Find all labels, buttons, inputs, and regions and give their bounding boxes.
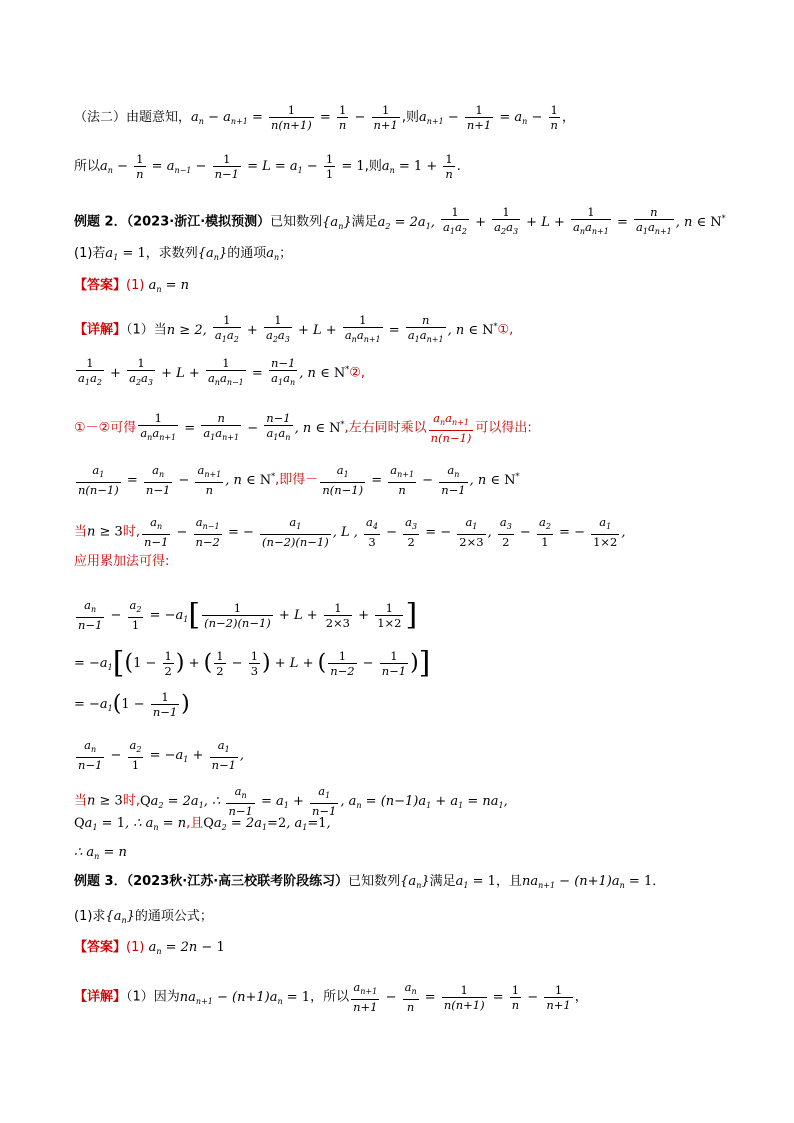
detail-3-lead: （1）因为 — [126, 989, 180, 1005]
detail-3-mid: ，所以 — [310, 989, 350, 1005]
formula: $\{a_n\}$ — [322, 214, 352, 231]
sum-line-2 — [74, 645, 431, 680]
formula: $\frac{a_n}{n-1}$ − $\frac{a_2}{1}$ = $-a_1$ + $\frac{a_1}{n-1}$ , — [78, 738, 245, 772]
formula: $\frac{a_{n+1}}{n+1}$ − $\frac{a_n}{n}$ = $\frac{1}{n(n+1)}$ = $\frac{1}{n}$ − $\frac{1}{n+1}$ — [353, 980, 571, 1014]
conclude-lead: 当 — [74, 793, 88, 809]
accumulate-line — [74, 555, 169, 568]
sum-line-1 — [74, 598, 417, 632]
formula: $a_1 = 1$ — [455, 874, 496, 890]
detail-tag: 【详解】 — [74, 322, 127, 338]
answer-1-line — [74, 279, 189, 294]
formula: $a_n$ − $\frac{1}{n}$ = $a_{n-1}$ − $\frac{1}{n-1}$ = $L = a_1$ − $\frac{1}{1}$ = 1 — [100, 152, 365, 181]
formula: ∴ $a_n = n$ — [74, 845, 127, 861]
detail-1-line — [74, 313, 513, 347]
case-lead: 当 — [74, 524, 88, 540]
formula: $Qa_2 = 2a_1=2$, $a_1=1$, — [203, 816, 331, 832]
formula: n ≥ 3 — [87, 524, 123, 540]
accumulate-text: 应用累加法可得: — [74, 554, 170, 569]
subtract-end: 可以得出: — [475, 420, 532, 436]
detail-lead: （1）当 — [126, 322, 167, 338]
formula: $a_n = n$ — [148, 278, 190, 294]
line-method-two — [74, 103, 575, 132]
example-3-line — [74, 875, 665, 890]
detail-3-tag: 【详解】 — [74, 989, 127, 1005]
answer-tag: 【答案】 — [74, 278, 127, 293]
example-3-text3: ，且 — [495, 874, 522, 889]
formula: $\{a_n\}$ — [197, 246, 228, 262]
conclude-line — [74, 784, 508, 818]
formula: $a_n = 2n - 1$ — [148, 940, 225, 956]
answer-3-line — [74, 941, 225, 956]
case-mid: 时, — [122, 524, 140, 540]
question-3-line — [74, 910, 213, 925]
detail-3-end: ， — [574, 989, 588, 1005]
formula: $Qa_2 = 2a_1$, ∴ $\frac{a_n}{n-1}$ = $a_1$ + $\frac{a_1}{n-1}$ , $a_n = (n-1)a_1 + a_1 = na_1$, — [139, 784, 508, 818]
formula: $\frac{a_na_{n+1}}{n(n-1)}$ — [430, 411, 472, 445]
answer-3-tag: 【答案】 — [74, 940, 127, 955]
line-so — [74, 152, 461, 181]
formula: $na_{n+1} - (n+1)a_n = 1$ — [179, 989, 311, 1006]
answer-3-num: (1) — [126, 940, 145, 955]
method-two-lead: （法二）由题意知， — [74, 110, 192, 125]
example-2-line — [74, 205, 726, 239]
subtract-line — [74, 411, 532, 445]
formula: n ≥ 2, $\frac{1}{a_1a_2}$ + $\frac{1}{a_2a_3}$ + L + $\frac{1}{a_na_{n+1}}$ = $\frac{n}{a_1a_{n+1}}$ , n ∈ N* — [166, 313, 498, 344]
formula: $\{a_n\}$ — [105, 909, 135, 925]
example-3-text2: 满足 — [429, 874, 456, 889]
method-two-mid: ,则 — [401, 110, 419, 125]
mark-2: ②, — [349, 365, 365, 381]
formula: $\frac{a_n}{n-1}$ − $\frac{a_2}{1}$ = $-a_1$[ $\frac{1}{(n-2)(n-1)}$ + L + $\frac{1}{2\times 3}$ + $\frac{1}{1\times 2}$ ] — [78, 597, 418, 632]
formula: = $-a_1(1$ − $\frac{1}{n-1}$ ) — [74, 690, 190, 719]
formula: = $-a_1[(1$ − $\frac{1}{2}$ ) + ( $\frac{1}{2}$ − $\frac{1}{3}$ ) + L + ( $\frac{1}{n-2}$ − $\frac{1}{n-1}$ )] — [74, 645, 431, 680]
subtract-mid: ,左右同时乘以 — [344, 420, 427, 436]
case-line — [74, 515, 626, 549]
formula: $\{a_n\}$ — [400, 874, 430, 890]
formula: $\frac{1}{a_na_{n+1}}$ = $\frac{n}{a_1a_{n+1}}$ − $\frac{n-1}{a_1a_n}$ , n ∈ N* — [140, 411, 345, 442]
example-2-text2: 满足 — [351, 214, 378, 230]
detail-3-line — [74, 980, 588, 1014]
sum-line-4 — [74, 738, 244, 772]
formula: n ≥ 3 — [87, 793, 123, 809]
example-3-end: ． — [652, 874, 666, 889]
formula: $a_n = 1$ + $\frac{1}{n}$ . — [381, 152, 461, 181]
subtract-lead: ①－②可得 — [74, 420, 137, 436]
result-line — [74, 846, 127, 861]
question-end: 的通项 — [227, 246, 267, 261]
formula: $a_1 = 1$ — [105, 246, 146, 262]
derive-mid: ,即得－ — [275, 472, 319, 488]
question-lead: (1)若 — [74, 246, 106, 261]
formula: $\frac{a_n}{n-1}$ − $\frac{a_{n-1}}{n-2}$ = − $\frac{a_1}{(n-2)(n-1)}$ , L , $\frac{a_4}{3}$ − $\frac{a_3}{2}$ = − $\frac{a_1}{2\times 3}$ , $\frac{a_3}{2}$ − $\frac{a_2}{1}$ = − $\frac{a_1}{1\times 2}$ , — [143, 515, 626, 549]
so-mid: ,则 — [364, 159, 382, 174]
example-2-title: 例题 2．（2023·浙江·模拟预测） — [74, 214, 271, 230]
formula: $\frac{1}{a_1a_2}$ + $\frac{1}{a_2a_3}$ + L + $\frac{1}{a_na_{n-1}}$ = $\frac{n-1}{a_1a_n}$ , n ∈ N* — [78, 356, 350, 387]
answer-num: (1) — [126, 278, 145, 293]
final-mid: ,且 — [186, 816, 204, 831]
conclude-mid: 时, — [122, 793, 140, 809]
sum-line-3 — [74, 690, 190, 719]
formula: $a_2 = 2a_1$, $\frac{1}{a_1a_2}$ + $\frac{1}{a_2a_3}$ + L + $\frac{1}{a_na_{n+1}}$ = $\frac{n}{a_1a_{n+1}}$ , n ∈ N* — [377, 205, 726, 236]
question-mid: ，求数列 — [145, 246, 198, 261]
mark-1: ①, — [497, 322, 514, 338]
question-3-lead: (1)求 — [74, 909, 106, 924]
question-3-end: 的通项公式； — [134, 909, 213, 924]
example-3-title: 例题 3．（2023秋·江苏·高三校联考阶段练习） — [74, 874, 349, 889]
example-3-text: 已知数列 — [348, 874, 401, 889]
formula: $\frac{a_1}{n(n-1)}$ = $\frac{a_{n+1}}{n}$ − $\frac{a_n}{n-1}$ , n ∈ N* — [322, 463, 520, 497]
final-line — [74, 817, 331, 832]
method-two-end: ， — [561, 110, 575, 125]
formula: $a_{n+1}$ − $\frac{1}{n+1}$ = $a_n$ − $\frac{1}{n}$ — [419, 103, 558, 132]
so-lead: 所以 — [74, 159, 101, 174]
eq-2-line — [74, 356, 365, 390]
example-2-text: 已知数列 — [270, 214, 323, 230]
formula: $Qa_1 = 1$, ∴ $a_n = n$ — [74, 816, 187, 832]
formula: $a_n$ — [266, 246, 280, 262]
derive-line — [74, 463, 519, 497]
formula: $na_{n+1} - (n+1)a_n = 1$ — [521, 874, 653, 890]
formula: $\frac{a_1}{n(n-1)}$ = $\frac{a_n}{n-1}$ − $\frac{a_{n+1}}{n}$ , n ∈ N* — [78, 463, 276, 497]
question-tail: ； — [279, 246, 293, 261]
formula: $a_n - a_{n+1}$ = $\frac{1}{n(n+1)}$ = $\frac{1}{n}$ − $\frac{1}{n+1}$ — [191, 103, 398, 132]
question-1-line — [74, 247, 292, 262]
